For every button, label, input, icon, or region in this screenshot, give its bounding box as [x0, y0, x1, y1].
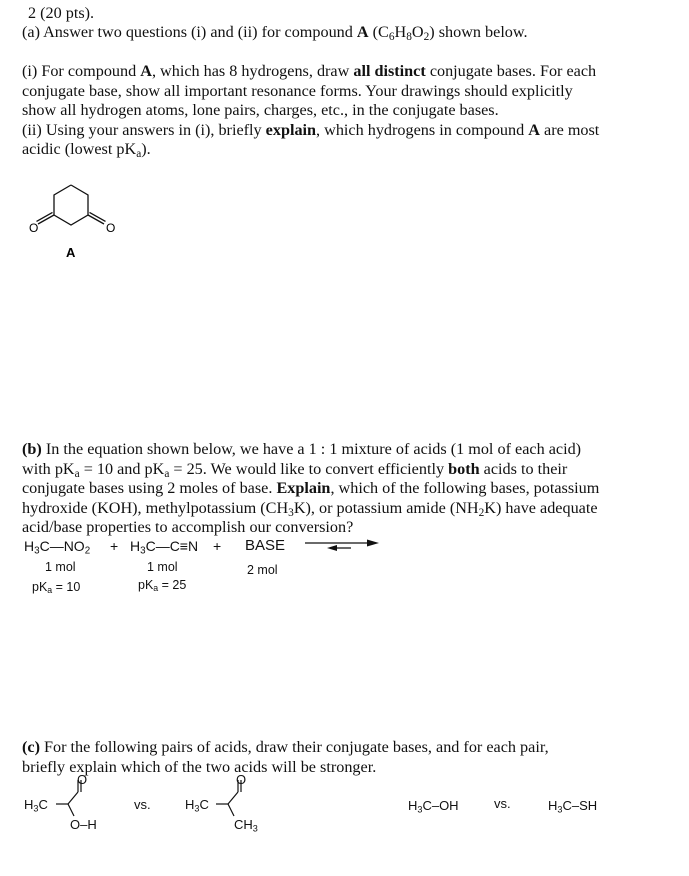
- acetone-ch3: $CH_3$: [234, 817, 258, 834]
- part-a-header: (a) Answer two questions (i) and (ii) for compound A $(C_6H_8O_2)$ shown below.: [22, 23, 528, 43]
- ring-bond: [54, 185, 88, 225]
- part-c-text: (c) For the following pairs of acids, draw their conjugate bases, and for each pair, briefly explain which of the two acids will be stronger.: [22, 738, 549, 776]
- compound-a-structure: [20, 175, 130, 265]
- acetic-acid-h3c: $H_3C$: [24, 797, 48, 814]
- acid-1-formula: $H_3C—NO_2$: [24, 538, 91, 557]
- pka-acid-2: $pK_a = 25$: [138, 578, 187, 594]
- acetone-carbonyl-o: O: [236, 772, 247, 787]
- question-number: 2 (20 pts).: [28, 4, 95, 22]
- part-a-i-text: (i) For compound A, which has 8 hydrogens, draw all distinct conjugate bases. For each conjugate base, show all important resonance forms. Your drawings should explicitly show all hydrogen atoms, lone pairs, charges, etc., in the conjugate bases. (ii) Using your answers in (i), briefly explain, which hydrogens in compound A are most acidic (lowest $pK_a$).: [22, 62, 600, 160]
- plus-sign-2: +: [213, 538, 222, 554]
- methanol-formula: $H_3C-OH$: [408, 798, 459, 815]
- vs-label-1: vs.: [134, 797, 151, 812]
- acid-2-formula: $H_3C—C\equiv N$: [130, 538, 199, 557]
- pka-acid-1: $pK_a = 10$: [32, 580, 81, 596]
- compound-label: A: [66, 245, 76, 260]
- vs-label-2: vs.: [494, 796, 511, 811]
- acetic-acid-carbonyl-o: O: [77, 772, 88, 787]
- part-b-text: (b) In the equation shown below, we have a 1 : 1 mixture of acids (1 mol of each acid) with $pK_a = 10$ and $pK_a = 25$. We would like to convert efficiently both acids to their conjugate bases using 2 moles of base. Explain, which of the following bases, potassium hydroxide (KOH), methylpotassium $(CH_3K)$, or potassium amide $(NH_2K)$ have adequate acid/base properties to accomplish our conversion?: [22, 440, 600, 536]
- oxygen-right: O: [106, 221, 116, 235]
- oxygen-left: O: [29, 221, 39, 235]
- plus-sign-1: +: [110, 538, 119, 554]
- acetone-h3c: $H_3C$: [185, 797, 209, 814]
- methanethiol-formula: $H_3C-SH$: [548, 798, 598, 815]
- mol-acid-2: 1 mol: [147, 560, 178, 574]
- mol-base: 2 mol: [247, 563, 278, 577]
- equilibrium-arrows-icon: [303, 538, 383, 554]
- mol-acid-1: 1 mol: [45, 560, 76, 574]
- base-label: BASE: [245, 537, 286, 554]
- acetic-acid-oh: O–H: [70, 817, 97, 832]
